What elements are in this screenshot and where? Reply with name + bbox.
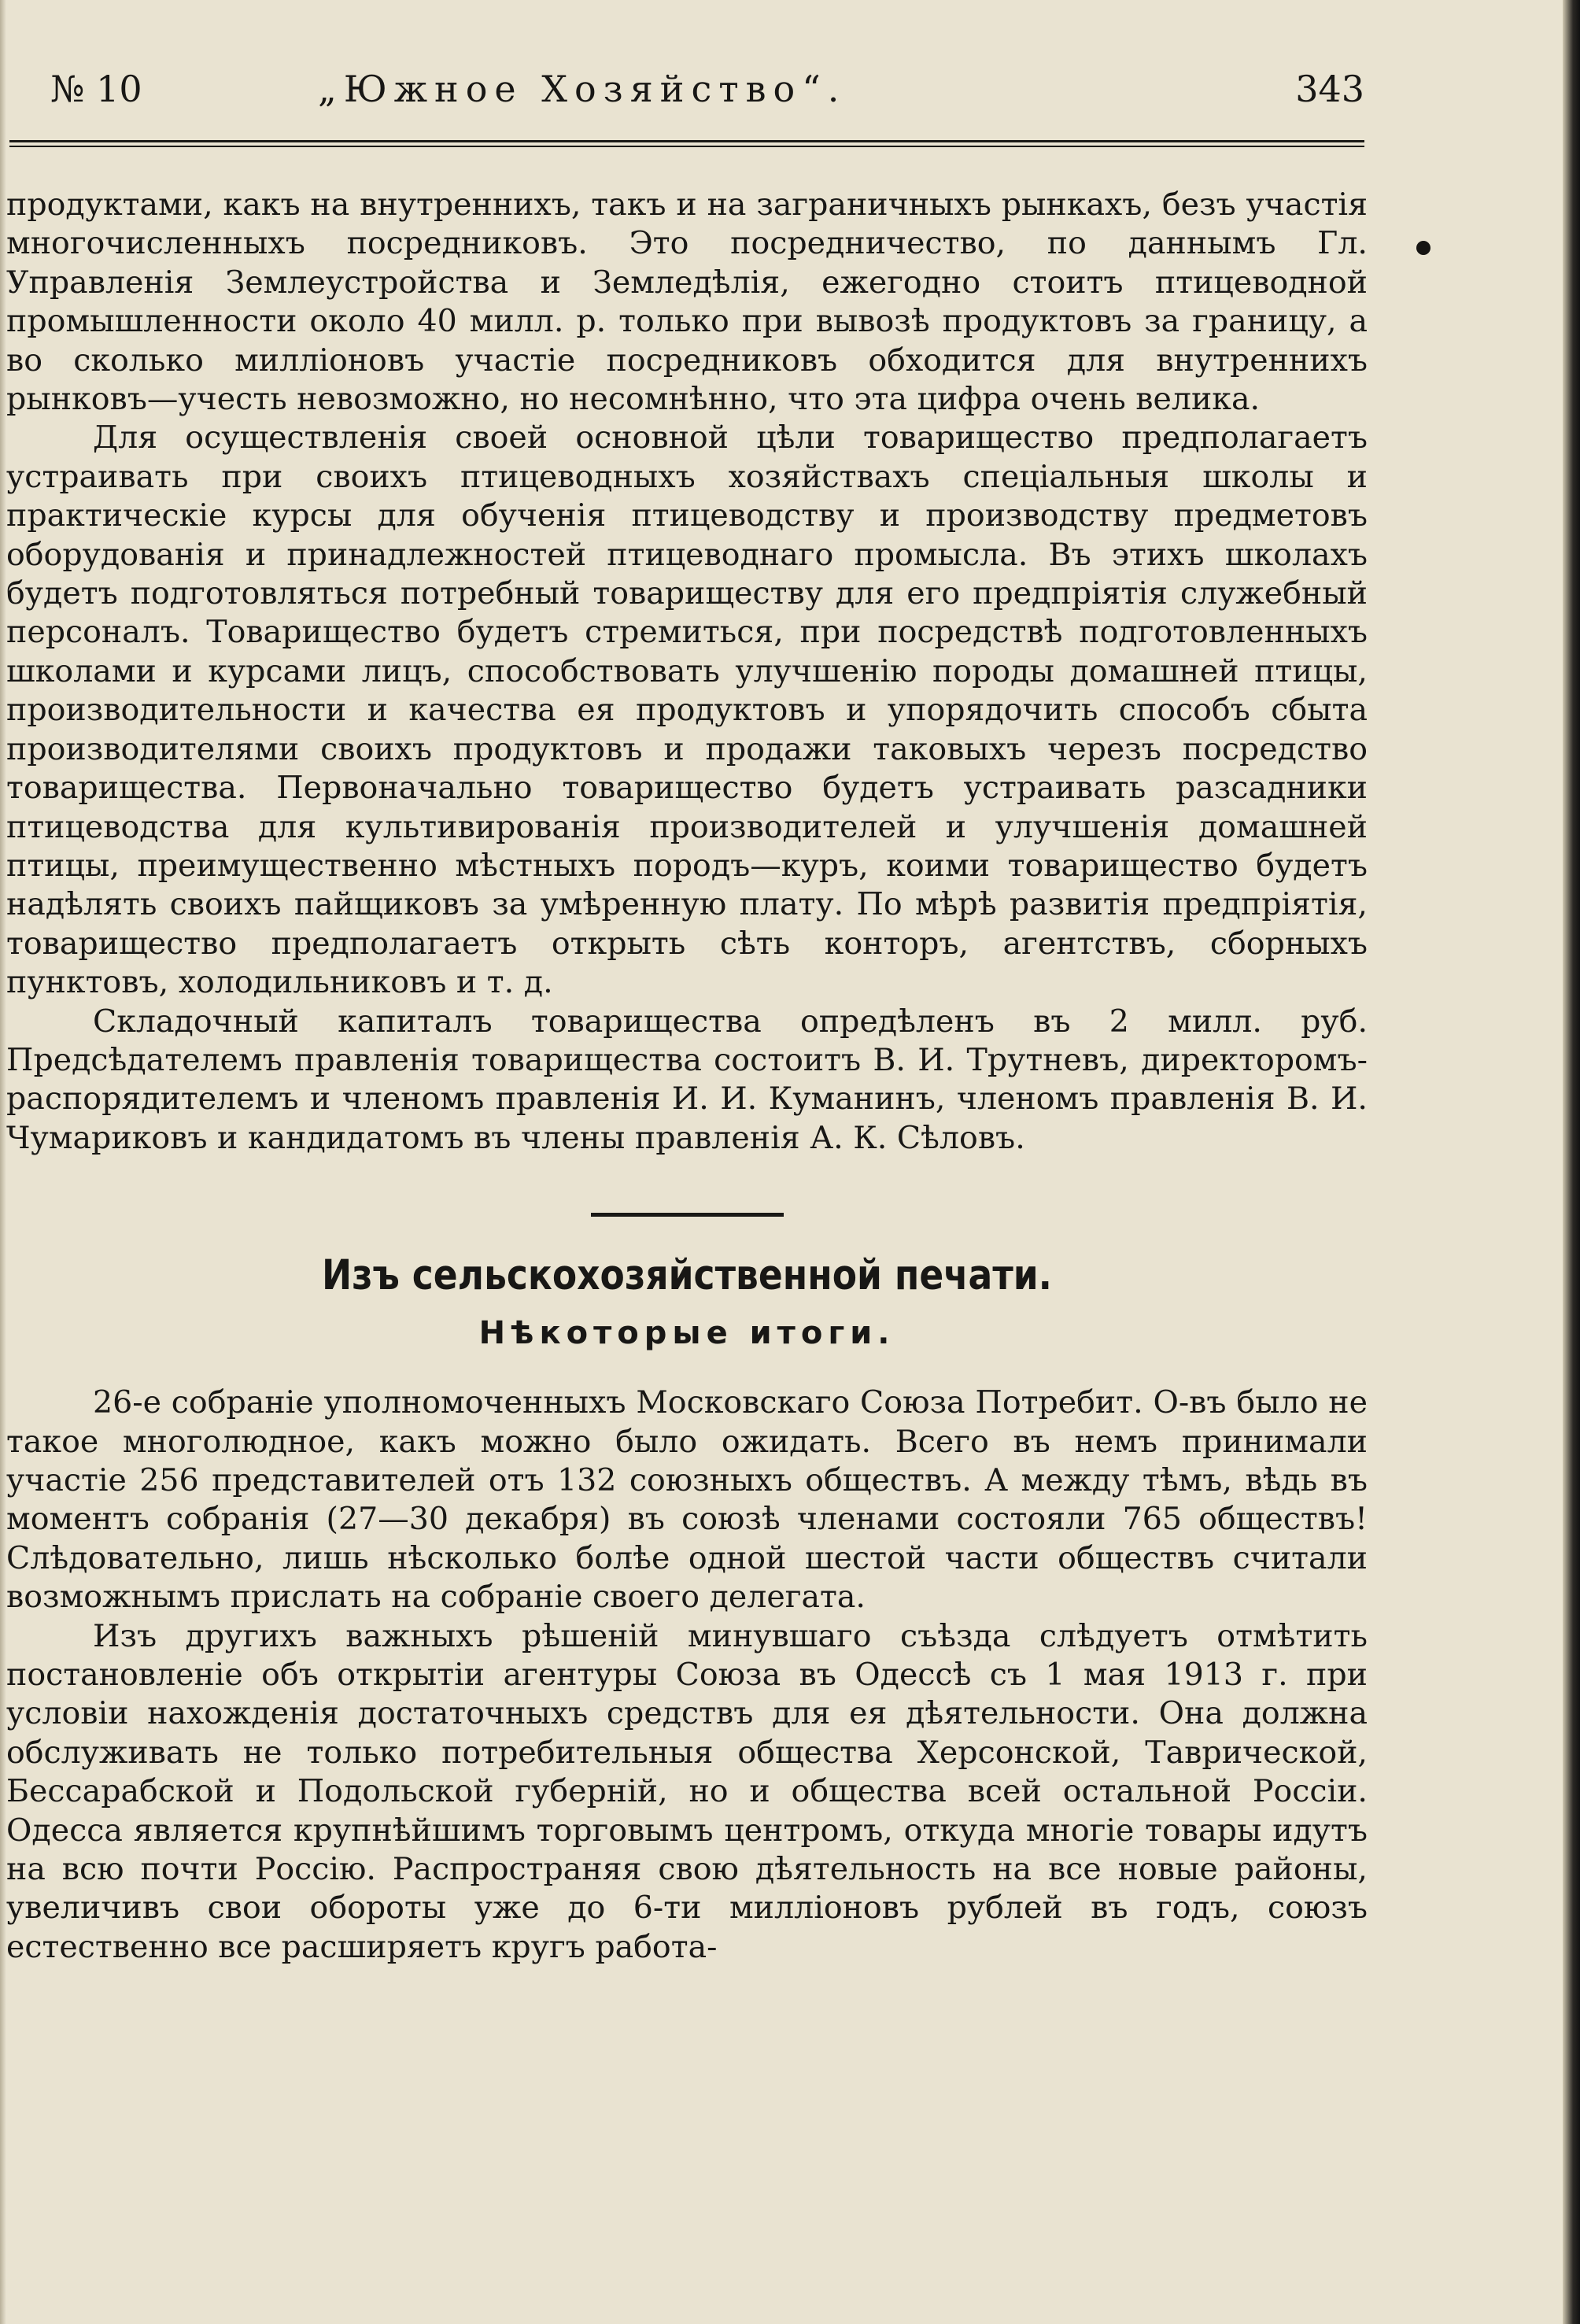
page-binding-shadow bbox=[1563, 0, 1580, 2324]
running-header bbox=[3, 68, 1372, 131]
paragraph: Складочный капиталъ товарищества опредѣленъ въ 2 милл. руб. Предсѣдателемъ правленія товарищества состоитъ В. И. Трутневъ, директоромъ-распорядителемъ и членомъ правленія И. И. Куманинъ, членомъ правленія В. И. Чумариковъ и кандидатомъ въ члены правленія А. К. Сѣловъ. bbox=[6, 1003, 1368, 1156]
page-number: 343 bbox=[1295, 68, 1364, 110]
paragraph: Для осуществленія своей основной цѣли товарищество предполагаетъ устраивать при своихъ птицеводныхъ хозяйствахъ спеціальныя школы и практическіе курсы для обученія птицеводству и производству предметовъ оборудованія и принадлежностей птицеводнаго промысла. Въ этихъ школахъ будетъ подготовляться потребный товариществу для его предпріятія служебный персоналъ. Товарищество будетъ стремиться, при посредствѣ подготовленныхъ школами и курсами лицъ, способствовать улучшенію породы домашней птицы, производительности и качества ея продуктовъ и упорядочить способъ сбыта производителями своихъ продуктовъ и продажи таковыхъ черезъ посредство товарищества. Первоначально товарищество будетъ устраивать разсадники птицеводства для культивированія производителей и улучшенія домашней птицы, преимущественно мѣстныхъ породъ—куръ, коими товарищество будетъ надѣлять своихъ пайщиковъ за умѣренную плату. По мѣрѣ развитія предпріятія, товарищество предполагаетъ открыть сѣть конторъ, агентствъ, сборныхъ пунктовъ, холодильниковъ и т. д. bbox=[6, 419, 1368, 1001]
ink-dot bbox=[1416, 241, 1430, 255]
section-separator bbox=[591, 1213, 784, 1217]
paragraph: Изъ другихъ важныхъ рѣшеній минувшаго съѣзда слѣдуетъ отмѣтить постановленіе объ открытіи агентуры Союза въ Одессѣ съ 1 мая 1913 г. при условіи нахожденія достаточныхъ средствъ для ея дѣятельности. Она должна обслуживать не только потребительныя общества Херсонской, Таврической, Бессарабской и Подольской губерній, но и общества всей остальной Россіи. Одесса является крупнѣйшимъ торговымъ центромъ, откуда многіе товары идутъ на всю почти Россію. Распространяя свою дѣятельность на все новые районы, увеличивъ свои обороты уже до 6-ти милліоновъ рублей въ годъ, союзъ естественно все расширяетъ кругъ работа- bbox=[6, 1617, 1368, 1965]
body-text bbox=[6, 186, 1368, 1967]
section-title: Изъ сельскохозяйственной печати. bbox=[322, 1251, 1052, 1300]
journal-page bbox=[3, 68, 1372, 1965]
paragraph: 26-е собраніе уполномоченныхъ Московскаго Союза Потребит. О-въ было не такое многолюдное, какъ можно было ожидать. Всего въ немъ принимали участіе 256 представителей отъ 132 союзныхъ обществъ. А между тѣмъ, вѣдь въ моментъ собранія (27—30 декабря) въ союзѣ членами состояли 765 обществъ! Слѣдовательно, лишь нѣсколько болѣе одной шестой части обществъ считали возможнымъ прислать на собраніе своего делегата. bbox=[6, 1384, 1368, 1616]
journal-title: „Южное Хозяйство“. bbox=[318, 68, 847, 110]
article-subtitle: Нѣкоторые итоги. bbox=[478, 1315, 895, 1352]
paragraph: продуктами, какъ на внутреннихъ, такъ и на заграничныхъ рынкахъ, безъ участія многочисленныхъ посредниковъ. Это посредничество, по даннымъ Гл. Управленія Землеустройства и Земледѣлія, ежегодно стоитъ птицеводной промышленности около 40 милл. р. только при вывозѣ продуктовъ за границу, а во сколько милліоновъ участіе посредниковъ обходится для внутреннихъ рынковъ—учесть невозможно, но несомнѣнно, что эта цифра очень велика. bbox=[6, 187, 1368, 418]
issue-number: № 10 bbox=[50, 68, 142, 110]
header-rule bbox=[9, 140, 1364, 147]
page-left-edge bbox=[0, 0, 6, 2324]
